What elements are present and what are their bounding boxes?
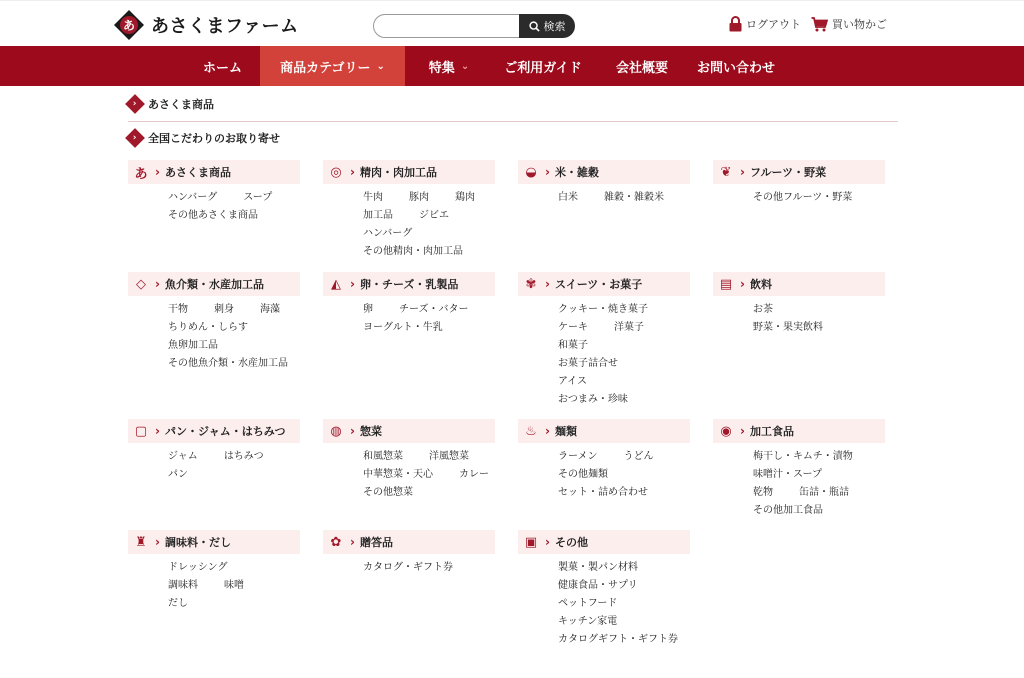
subcategory-link[interactable]: カレー [459, 469, 489, 480]
asakuma-logo-icon: あ [134, 166, 148, 182]
category-block [518, 272, 690, 409]
category-header[interactable] [518, 419, 690, 443]
fruit-icon: ❦ [720, 164, 732, 180]
logo-icon [113, 9, 145, 41]
category-header[interactable] [323, 272, 495, 296]
category-label: パン・ジャム・はちみつ [164, 425, 286, 438]
subcategory-link[interactable]: パン [168, 469, 188, 480]
subcategory-link[interactable]: 洋菓子 [614, 322, 644, 333]
site-logo[interactable] [113, 9, 299, 41]
subcategory-link[interactable]: チーズ・バター [399, 304, 469, 315]
category-block [323, 272, 495, 337]
category-links [713, 184, 885, 207]
subcategory-link[interactable]: はちみつ [223, 451, 264, 462]
rice-bowl-icon: ◒ [525, 164, 537, 180]
search-button[interactable] [519, 14, 575, 38]
category-block [323, 160, 495, 261]
chevron-down-icon: ⌄ [460, 60, 470, 72]
subcategory-link[interactable]: ヨーグルト・牛乳 [363, 322, 443, 333]
fish-icon: ◇ [136, 276, 146, 292]
category-links [518, 296, 690, 409]
subcategory-link[interactable]: 和風惣菜 [363, 451, 403, 462]
category-header[interactable] [713, 419, 885, 443]
category-header[interactable] [518, 160, 690, 184]
nav-features[interactable] [405, 46, 493, 86]
search-icon [529, 21, 540, 32]
category-label: 米・雑穀 [554, 166, 599, 179]
subcategory-link[interactable]: 加工品 [363, 210, 393, 221]
other-icon: ▣ [524, 534, 538, 550]
subcategory-link[interactable]: ラーメン [558, 451, 598, 462]
category-label: 調味料・だし [164, 536, 231, 549]
subcategory-link[interactable]: お茶 [753, 304, 773, 315]
gift-icon: ✿ [330, 534, 342, 550]
subcategory-link[interactable]: 豚肉 [409, 192, 429, 203]
category-links [713, 296, 885, 337]
nav-label: ホーム [202, 60, 242, 76]
subcategory-link[interactable]: うどん [623, 451, 654, 462]
subcategory-link[interactable]: その他フルーツ・野菜 [753, 192, 853, 203]
subcategory-link[interactable]: 洋風惣菜 [429, 451, 469, 462]
subcategory-link[interactable]: 和菓子 [558, 340, 588, 351]
main-nav [0, 46, 1024, 86]
section-asakuma-products[interactable] [128, 96, 898, 112]
section-title-label: 全国こだわりのお取り寄せ [148, 132, 280, 145]
subcategory-link[interactable]: ケーキ [558, 322, 588, 333]
subcategory-link[interactable]: 中華惣菜・天心 [363, 469, 433, 480]
category-links [518, 184, 690, 207]
category-header[interactable] [713, 160, 885, 184]
subcategory-link[interactable]: 魚卵加工品 [168, 340, 218, 351]
subcategory-link[interactable]: クッキー・焼き菓子 [558, 304, 648, 315]
meat-icon: ◎ [330, 164, 342, 180]
side-dish-icon: ◍ [330, 423, 342, 439]
subcategory-link[interactable]: ドレッシング [168, 562, 228, 573]
category-block [128, 419, 300, 484]
category-block [518, 160, 690, 207]
logout-link[interactable] [729, 16, 801, 32]
category-header[interactable] [128, 530, 300, 554]
subcategory-link[interactable]: ちりめん・しらす [168, 322, 248, 333]
category-label: 麺類 [554, 425, 577, 438]
category-header[interactable] [518, 272, 690, 296]
category-links [518, 554, 690, 649]
noodle-icon: ♨ [525, 423, 537, 439]
subcategory-link[interactable]: カタログ・ギフト券 [363, 562, 453, 573]
search-bar [373, 14, 575, 38]
category-block [128, 530, 300, 613]
processed-food-icon: ◉ [720, 423, 732, 439]
subcategory-link[interactable]: おつまみ・珍味 [558, 394, 628, 405]
category-block [128, 160, 300, 225]
category-block [323, 419, 495, 502]
chevron-right-icon: › [350, 277, 355, 291]
nav-label: 商品カテゴリー [280, 60, 371, 76]
cart-icon [811, 17, 828, 32]
category-header[interactable] [128, 160, 300, 184]
subcategory-link[interactable]: 野菜・果実飲料 [753, 322, 823, 333]
subcategory-link[interactable]: セット・詰め合わせ [558, 487, 648, 498]
subcategory-link[interactable]: 調味料 [168, 580, 198, 591]
chevron-down-icon: ⌄ [376, 60, 385, 72]
category-links [128, 184, 300, 225]
subcategory-link[interactable]: 製菓・製パン材料 [558, 562, 638, 573]
chevron-right-icon: › [350, 165, 355, 179]
category-label: 贈答品 [359, 536, 393, 549]
chevron-right-icon: › [740, 165, 745, 179]
category-header[interactable] [323, 160, 495, 184]
nav-home[interactable] [185, 46, 260, 86]
chevron-right-icon: › [545, 535, 550, 549]
chevron-right-icon: › [155, 277, 160, 291]
subcategory-link[interactable]: その他加工食品 [753, 505, 823, 516]
subcategory-link[interactable]: 雑穀・雑穀米 [604, 192, 664, 203]
cart-label: 買い物かご [832, 18, 887, 31]
subcategory-link[interactable]: その他惣菜 [363, 487, 413, 498]
category-header[interactable] [128, 272, 300, 296]
category-block [713, 272, 885, 337]
subcategory-link[interactable]: 牛肉 [363, 192, 383, 203]
chevron-right-icon: › [545, 165, 550, 179]
subcategory-link[interactable]: 缶詰・瓶詰 [799, 487, 849, 498]
cheese-icon: ◭ [331, 276, 341, 292]
nav-company[interactable] [593, 46, 691, 86]
nav-label: 会社概要 [615, 60, 668, 76]
category-label: フルーツ・野菜 [749, 166, 827, 179]
search-button-label: 検索 [543, 20, 566, 33]
chevron-right-icon: › [125, 94, 145, 114]
category-content [128, 96, 898, 645]
category-links [323, 184, 495, 261]
subcategory-link[interactable]: 乾物 [753, 487, 773, 498]
category-links [323, 554, 495, 577]
subcategory-link[interactable]: 味噌 [224, 580, 244, 591]
category-label: あさくま商品 [164, 166, 231, 179]
section-title-label: あさくま商品 [148, 98, 214, 111]
category-label: 飲料 [749, 278, 772, 291]
site-header [0, 0, 1024, 46]
category-label: その他 [554, 536, 588, 549]
subcategory-link[interactable]: その他あさくま商品 [168, 210, 258, 221]
chevron-right-icon: › [740, 277, 745, 291]
category-links [323, 443, 495, 502]
category-label: 卵・チーズ・乳製品 [359, 278, 459, 291]
nav-label: ご利用ガイド [504, 60, 582, 76]
category-block [518, 530, 690, 649]
subcategory-link[interactable]: カタログギフト・ギフト券 [558, 634, 678, 645]
divider [128, 121, 898, 122]
logout-label: ログアウト [746, 18, 801, 31]
category-links [128, 443, 300, 484]
category-label: 魚介類・水産加工品 [164, 278, 264, 291]
subcategory-link[interactable]: その他精肉・肉加工品 [363, 246, 463, 257]
chevron-right-icon: › [155, 424, 160, 438]
cart-link[interactable] [811, 16, 887, 32]
nav-product-categories[interactable] [260, 46, 405, 86]
category-label: 精肉・肉加工品 [359, 166, 437, 179]
subcategory-link[interactable]: スープ [243, 192, 273, 203]
subcategory-link[interactable]: 白米 [558, 192, 578, 203]
chevron-right-icon: › [155, 165, 160, 179]
category-header[interactable] [518, 530, 690, 554]
subcategory-link[interactable]: だし [168, 598, 188, 609]
category-header[interactable] [323, 419, 495, 443]
category-header[interactable] [323, 530, 495, 554]
chevron-right-icon: › [350, 535, 355, 549]
chevron-right-icon: › [350, 424, 355, 438]
subcategory-link[interactable]: ジビエ [419, 210, 449, 221]
subcategory-link[interactable]: ジャム [168, 451, 198, 462]
nav-contact[interactable] [691, 46, 781, 86]
subcategory-link[interactable]: その他麺類 [558, 469, 608, 480]
category-label: 加工食品 [749, 425, 794, 438]
lock-icon [729, 16, 742, 32]
nav-guide[interactable] [493, 46, 593, 86]
subcategory-link[interactable]: アイス [558, 376, 587, 387]
category-block [518, 419, 690, 502]
subcategory-link[interactable]: 卵 [363, 304, 373, 315]
category-header[interactable] [128, 419, 300, 443]
category-header[interactable] [713, 272, 885, 296]
subcategory-link[interactable]: 鶏肉 [455, 192, 475, 203]
drink-icon: ▤ [719, 276, 733, 292]
search-input[interactable] [373, 14, 519, 38]
subcategory-link[interactable]: 海藻 [260, 304, 280, 315]
svg-text:あ: あ [122, 18, 136, 33]
chevron-right-icon: › [740, 424, 745, 438]
logo-text: あさくまファーム [151, 16, 299, 37]
header-links [729, 16, 887, 32]
category-label: スイーツ・お菓子 [554, 278, 643, 291]
subcategory-link[interactable]: ペットフード [558, 598, 618, 609]
bread-icon: ▢ [134, 423, 148, 439]
category-block [128, 272, 300, 373]
chevron-right-icon: › [155, 535, 160, 549]
category-links [323, 296, 495, 337]
subcategory-link[interactable]: その他魚介類・水産加工品 [168, 358, 288, 369]
nav-label: 特集 [428, 60, 455, 76]
chevron-right-icon: › [125, 128, 145, 148]
category-block [713, 160, 885, 207]
subcategory-link[interactable]: お菓子詰合せ [558, 358, 618, 369]
subcategory-link[interactable]: 刺身 [214, 304, 234, 315]
subcategory-link[interactable]: 健康食品・サプリ [558, 580, 638, 591]
chevron-right-icon: › [545, 277, 550, 291]
subcategory-link[interactable]: ハンバーグ [363, 228, 413, 239]
subcategory-link[interactable]: 干物 [168, 304, 188, 315]
subcategory-link[interactable]: キッチン家電 [558, 616, 618, 627]
section-nationwide[interactable] [128, 130, 898, 146]
subcategory-link[interactable]: 梅干し・キムチ・漬物 [753, 451, 853, 462]
subcategory-link[interactable]: 味噌汁・スープ [753, 469, 822, 480]
nav-label: お問い合わせ [696, 60, 775, 76]
category-block [713, 419, 885, 520]
category-label: 惣菜 [359, 425, 382, 438]
sweets-icon: ✾ [525, 276, 537, 292]
subcategory-link[interactable]: ハンバーグ [168, 192, 218, 203]
category-links [713, 443, 885, 520]
chevron-right-icon: › [545, 424, 550, 438]
category-block [323, 530, 495, 577]
category-links [128, 554, 300, 613]
category-links [518, 443, 690, 502]
category-links [128, 296, 300, 373]
seasoning-icon: ♜ [135, 534, 147, 550]
